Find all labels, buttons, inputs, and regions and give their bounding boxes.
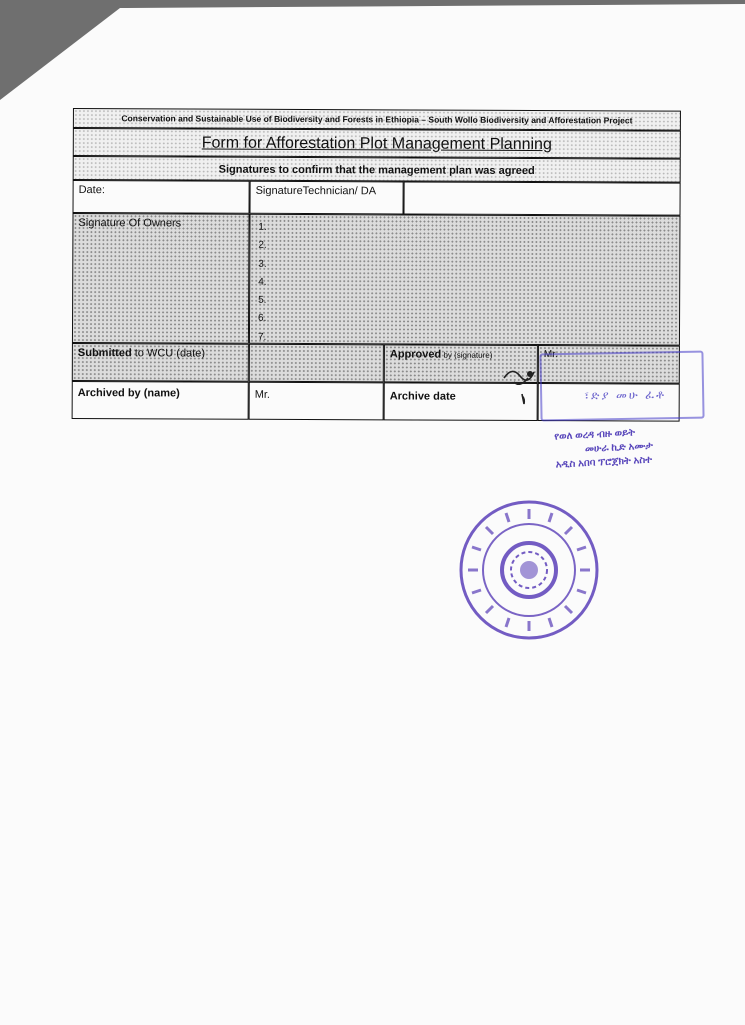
archived-by-label: Archived by (name) — [77, 387, 180, 400]
technician-signature-field[interactable] — [404, 181, 681, 215]
owner-number: 2. — [258, 240, 267, 252]
approved-value: Mr. — [543, 349, 558, 361]
form-title-row — [73, 128, 681, 159]
office-text-stamp — [554, 425, 654, 472]
form-title: Form for Afforestation Plot Management Planning — [201, 134, 552, 154]
owners-signature-area[interactable] — [249, 214, 681, 346]
approved-label-bold: Approved — [389, 348, 442, 361]
owner-number: 6. — [258, 313, 267, 325]
owner-number: 4. — [258, 276, 267, 288]
handwritten-signature — [502, 358, 542, 408]
stamp-line: የወለ ወረዳ ብዙ ወይት — [554, 427, 636, 443]
archive-date-label: Archive date — [389, 390, 456, 403]
stamp-line: መሁራ ኪድ አሙታ — [584, 440, 654, 455]
submitted-label-rest: to WCU (date) — [131, 347, 206, 360]
technician-signature-label: SignatureTechnician/ DA — [255, 184, 377, 198]
stamp-line: አዲስ አበባ ፕሮጀክት አስተ — [555, 454, 653, 471]
owners-numbered-list — [258, 219, 267, 347]
owners-label: Signature Of Owners — [78, 217, 182, 230]
project-title: Conservation and Sustainable Use of Biodiversity and Forests in Ethiopia – South Wollo Biodiversity and Afforestation Project — [121, 113, 633, 126]
owner-number: 5. — [258, 294, 267, 307]
archived-by-label-cell — [72, 381, 249, 420]
approved-label-rest: by (signature) — [441, 350, 493, 360]
signatures-confirm-text: Signatures to confirm that the management plan was agreed — [218, 163, 535, 178]
owner-number: 7. — [257, 331, 267, 343]
date-label: Date: — [78, 184, 105, 197]
project-header — [73, 108, 681, 131]
submitted-label-cell — [72, 343, 249, 382]
technician-signature-cell[interactable] — [250, 181, 404, 215]
round-official-seal — [456, 497, 602, 643]
submitted-date-field[interactable] — [249, 344, 384, 383]
date-cell[interactable] — [73, 180, 250, 214]
owner-number: 3. — [258, 258, 267, 270]
rectangular-stamp — [539, 351, 704, 422]
owners-label-cell — [72, 213, 250, 344]
archived-by-field[interactable] — [249, 382, 384, 421]
rectangular-stamp-text: ፣ድያ መሁ ፈቶ — [584, 387, 667, 403]
signatures-confirm-row — [73, 156, 681, 183]
archived-by-value: Mr. — [254, 388, 271, 401]
submitted-label-bold: Submitted — [77, 347, 132, 360]
owner-number: 1. — [258, 221, 267, 233]
